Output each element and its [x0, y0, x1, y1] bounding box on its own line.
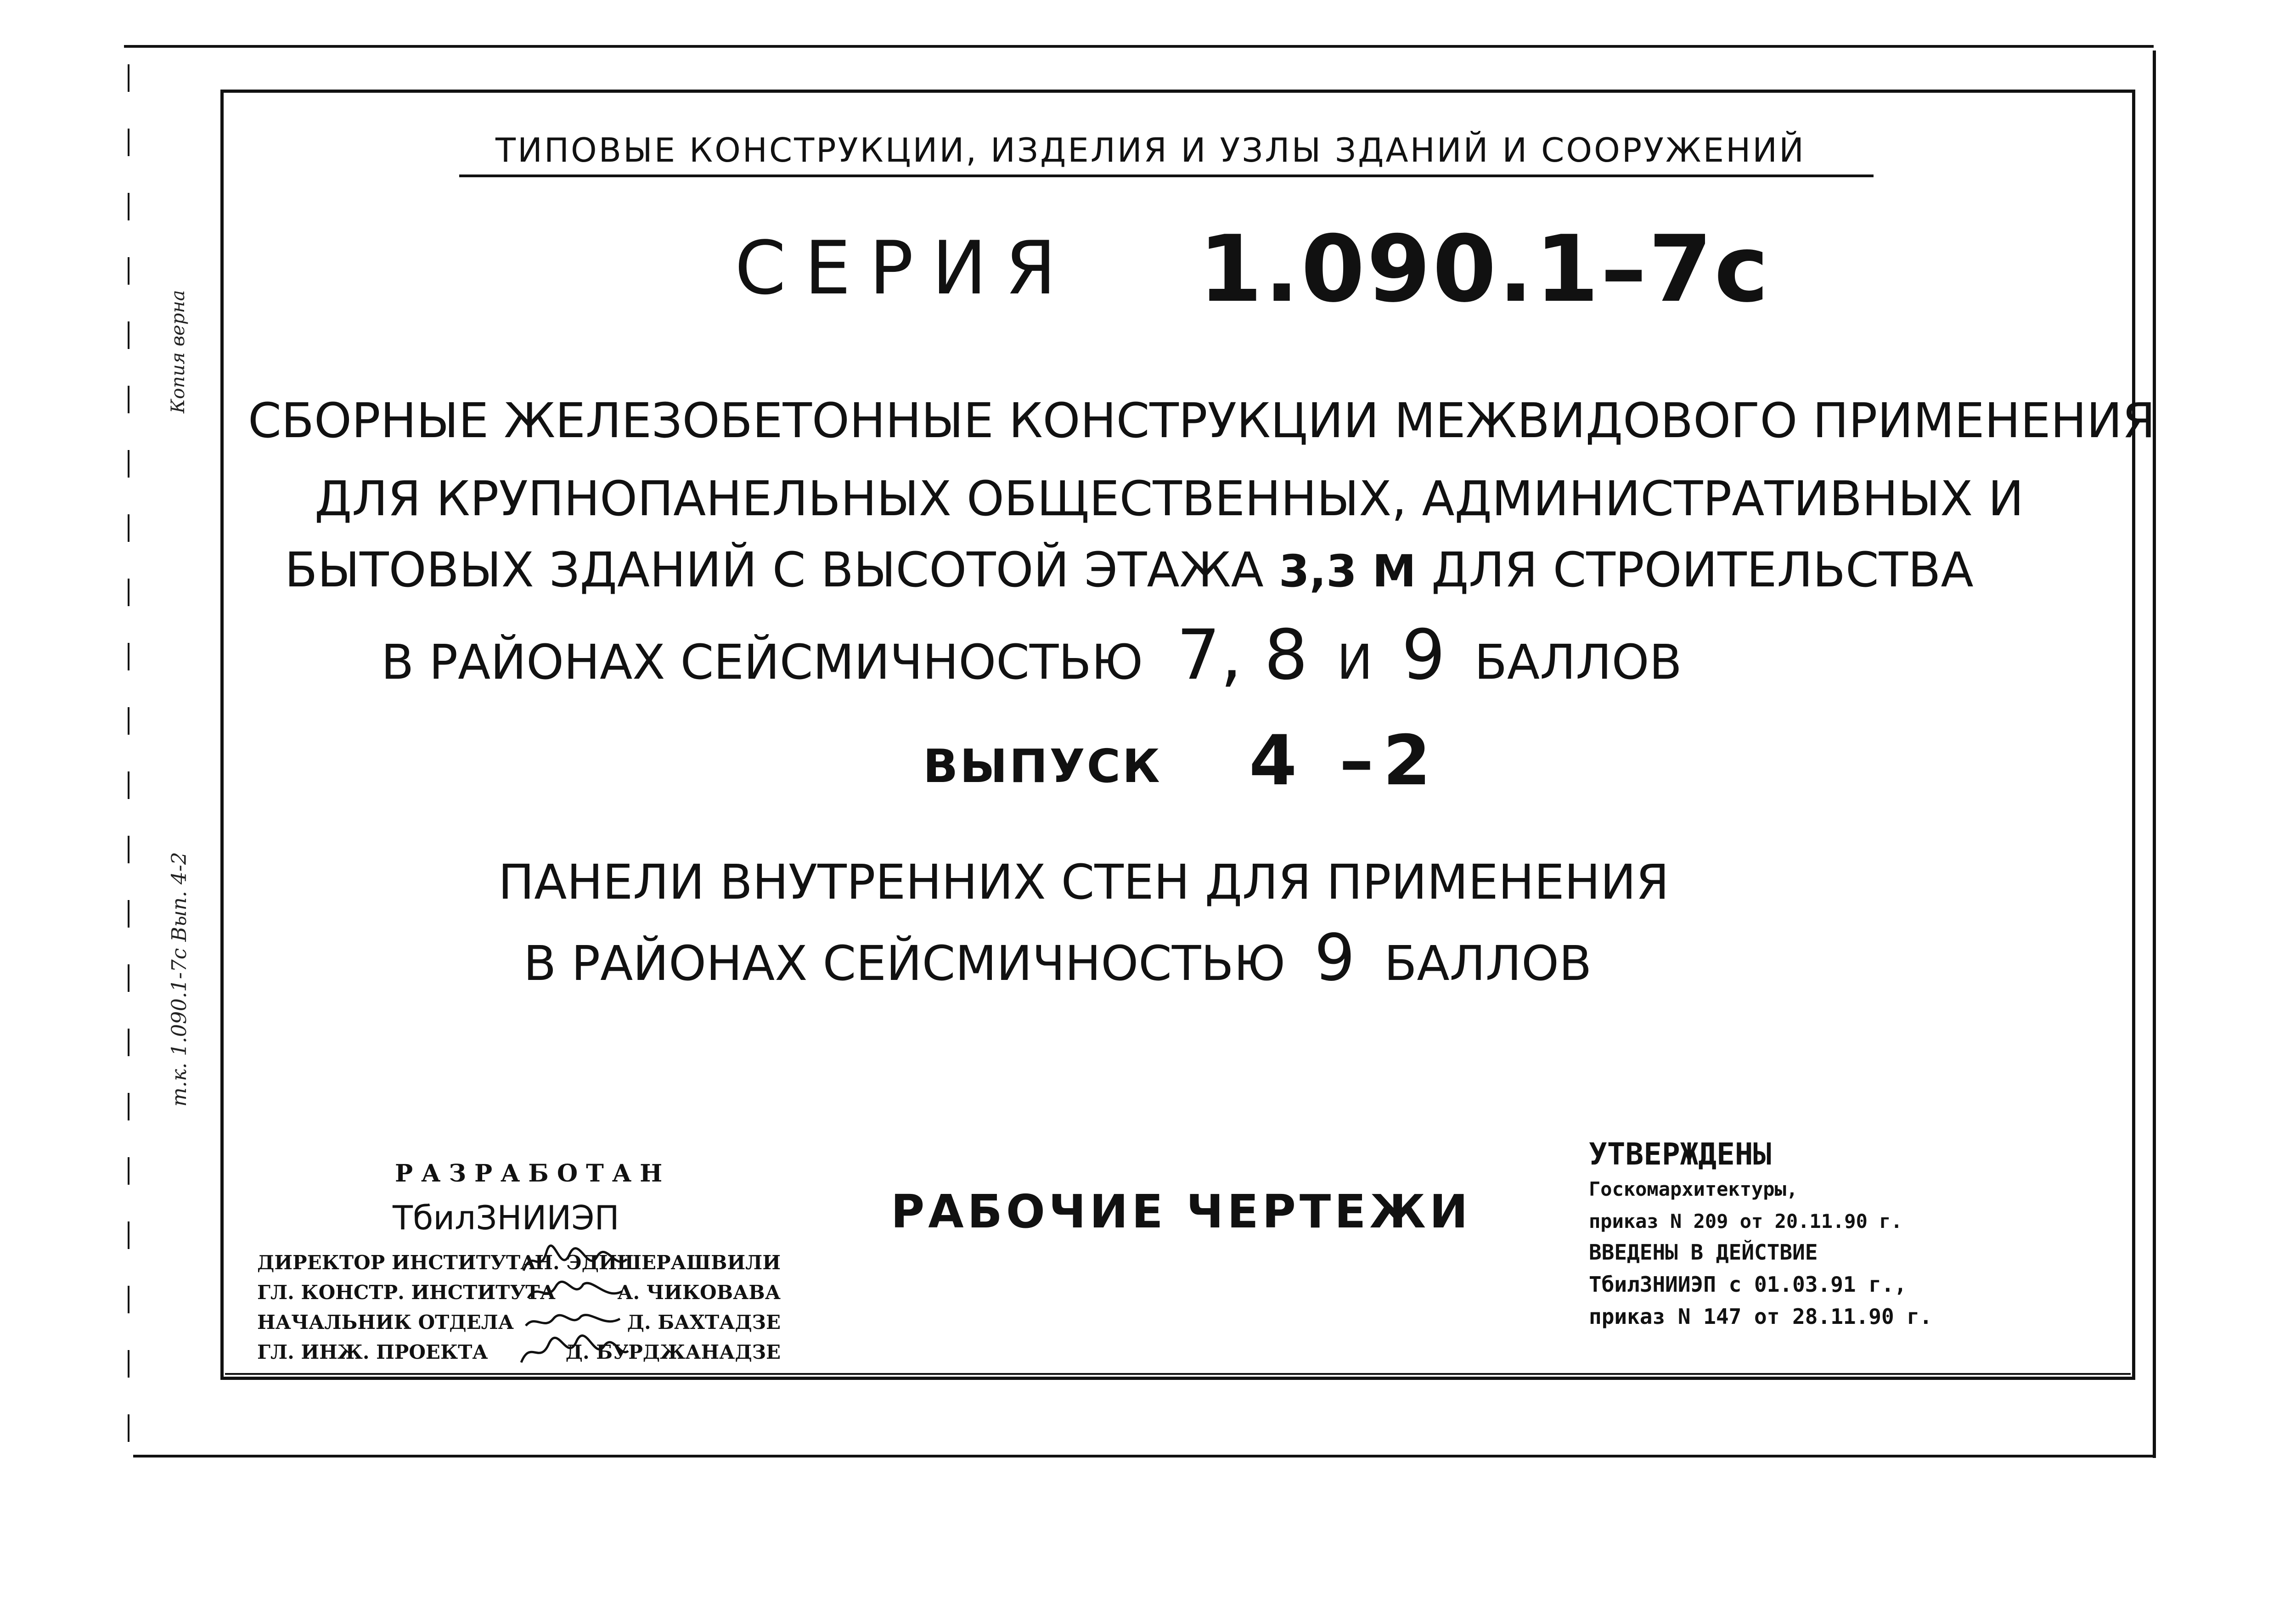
seismic-value-max: 9	[1401, 615, 1446, 695]
staff-position: ДИРЕКТОР ИНСТИТУТА	[257, 1251, 536, 1274]
staff-position: ГЛ. КОНСТР. ИНСТИТУТА	[257, 1281, 556, 1304]
title-line-2: ДЛЯ КРУПНОПАНЕЛЬНЫХ ОБЩЕСТВЕННЫХ, АДМИНИСТРАТИВНЫХ И	[315, 471, 2024, 527]
sheet-border-bottom	[133, 1455, 2154, 1457]
title-line-4-unit: БАЛЛОВ	[1474, 634, 1682, 690]
sheet-border-top	[124, 45, 2154, 48]
developer-organization: ТбилЗНИИЭП	[393, 1199, 619, 1237]
title-line-3-end: ДЛЯ СТРОИТЕЛЬСТВА	[1431, 542, 1974, 598]
developer-label: РАЗРАБОТАН	[395, 1159, 671, 1187]
title-line-4-and: И	[1337, 634, 1373, 690]
copy-verified-note: Копия верна	[168, 290, 189, 413]
frame-inner-bottom-line	[225, 1373, 2131, 1375]
staff-row-chief-engineer	[257, 1341, 781, 1368]
title-line-4	[381, 615, 1682, 695]
working-drawings-label: РАБОЧИЕ ЧЕРТЕЖИ	[891, 1185, 1472, 1238]
title-line-1: СБОРНЫЕ ЖЕЛЕЗОБЕТОННЫЕ КОНСТРУКЦИИ МЕЖВИДОВОГО ПРИМЕНЕНИЯ	[248, 393, 2155, 449]
issue-description-line-2-unit: БАЛЛОВ	[1384, 935, 1592, 991]
sheet-border-left-dashed	[128, 64, 129, 1456]
approval-heading: УТВЕРЖДЕНЫ	[1589, 1137, 1772, 1172]
staff-name: А. ЧИКОВАВА	[617, 1281, 781, 1304]
series-label: СЕРИЯ	[735, 225, 1075, 311]
top-heading: ТИПОВЫЕ КОНСТРУКЦИИ, ИЗДЕЛИЯ И УЗЛЫ ЗДАНИЙ И СООРУЖЕНИЙ	[495, 131, 1806, 169]
staff-position: НАЧАЛЬНИК ОТДЕЛА	[257, 1311, 514, 1334]
title-line-3-start: БЫТОВЫХ ЗДАНИЙ С ВЫСОТОЙ ЭТАЖА	[285, 542, 1264, 598]
issue-description-line-2-start: В РАЙОНАХ СЕЙСМИЧНОСТЬЮ	[523, 935, 1285, 991]
issue-description-line-1: ПАНЕЛИ ВНУТРЕННИХ СТЕН ДЛЯ ПРИМЕНЕНИЯ	[498, 854, 1669, 910]
effective-order: приказ N 147 от 28.11.90 г.	[1589, 1304, 1932, 1329]
staff-name: Д. БУРДЖАНАДЗЕ	[565, 1341, 781, 1363]
issue-number: 4 –2	[1249, 721, 1440, 801]
top-heading-underline	[459, 174, 1874, 177]
catalog-reference-note: т.к. 1.090.1-7с Вып. 4-2	[168, 852, 191, 1107]
staff-name: Д. БАХТАДЗЕ	[627, 1311, 781, 1334]
floor-height-value: 3,3 М	[1278, 546, 1416, 597]
series-number: 1.090.1–7с	[1199, 216, 1771, 323]
approval-order: приказ N 209 от 20.11.90 г.	[1589, 1210, 1902, 1232]
issue-label: ВЫПУСК	[923, 739, 1162, 793]
issue-seismic-value: 9	[1314, 921, 1356, 996]
effective-heading: ВВЕДЕНЫ В ДЕЙСТВИЕ	[1589, 1240, 1818, 1265]
issue-description-line-2	[523, 921, 1592, 996]
staff-position: ГЛ. ИНЖ. ПРОЕКТА	[257, 1341, 488, 1363]
staff-name: Н. ЭДИШЕРАШВИЛИ	[535, 1251, 781, 1274]
title-line-4-start: В РАЙОНАХ СЕЙСМИЧНОСТЬЮ	[381, 634, 1143, 690]
effective-authority: ТбилЗНИИЭП с 01.03.91 г.,	[1589, 1272, 1907, 1297]
approval-authority: Госкомархитектуры,	[1589, 1178, 1798, 1200]
title-line-3	[285, 542, 1974, 598]
seismic-values: 7, 8	[1176, 615, 1308, 695]
sheet-border-right	[2153, 51, 2156, 1458]
